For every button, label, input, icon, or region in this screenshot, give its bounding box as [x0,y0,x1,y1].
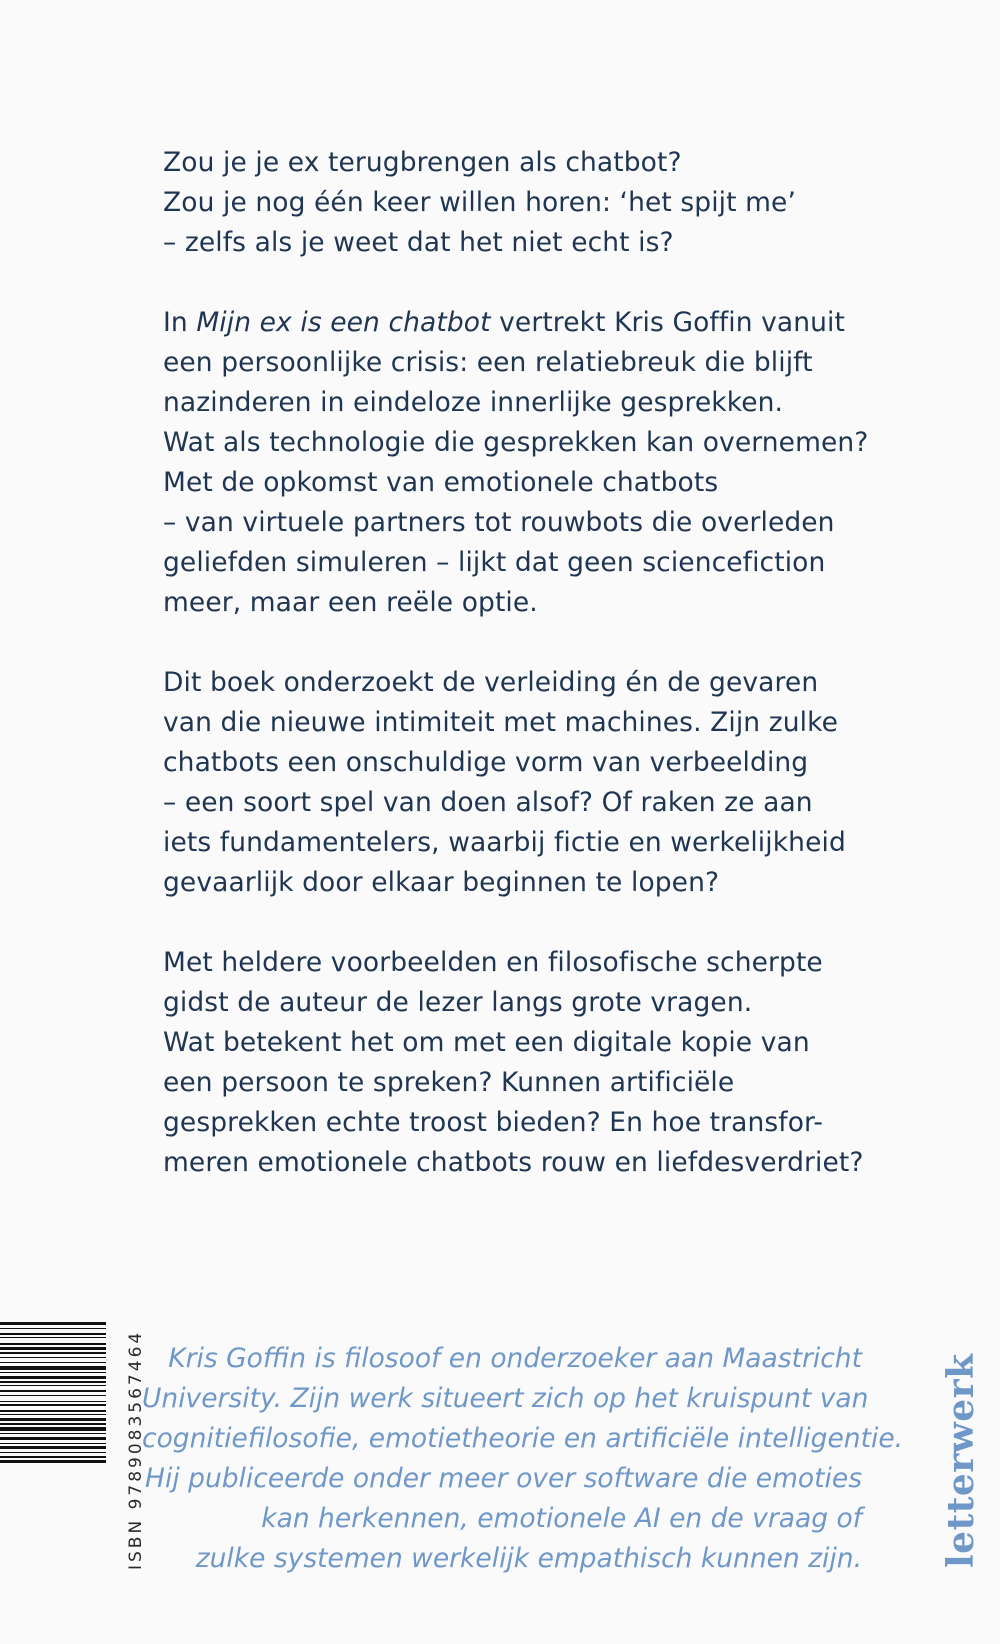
text-line: Zou je je ex terugbrengen als chatbot? [163,147,682,178]
publisher-logo: letterwerk [940,1353,982,1568]
barcode-stripe [0,1337,106,1338]
barcode-stripe [0,1328,106,1329]
barcode-stripe [0,1390,106,1392]
text-fragment: In [163,307,197,338]
text-line: Zou je nog één keer willen horen: ‘het spijt me’ [163,187,796,218]
barcode-stripe [0,1437,106,1440]
barcode-stripe [0,1410,106,1412]
barcode-stripe [0,1443,106,1444]
barcode-stripe [0,1418,106,1421]
bio-line: zulke systemen werkelijk empathisch kunnen zijn. [195,1543,862,1574]
text-line: meren emotionele chatbots rouw en liefdesverdriet? [163,1147,864,1178]
isbn-label: ISBN 9789083567464 [126,1329,146,1570]
barcode-stripe [0,1343,106,1345]
author-bio [142,1339,904,1579]
barcode-stripe [0,1456,106,1458]
text-line [163,303,883,343]
text-line: een persoon te spreken? Kunnen artificiële [163,1067,735,1098]
barcode-stripe [0,1427,106,1431]
barcode-stripe [0,1395,106,1396]
barcode-stripe [0,1460,106,1463]
barcode-stripe [0,1401,106,1402]
bio-line: kan herkennen, emotionele AI en de vraag of [261,1503,862,1534]
text-line: een persoonlijke crisis: een relatiebreuk die blijft [163,347,813,378]
exploration-paragraph [163,663,883,903]
barcode-stripe [0,1404,106,1406]
text-line: meer, maar een reële optie. [163,587,538,618]
barcode-stripe [0,1362,106,1363]
text-line: Wat betekent het om met een digitale kopie van [163,1027,810,1058]
barcode-stripe [0,1333,106,1335]
barcode [0,1318,106,1570]
text-line: gidst de auteur de lezer langs grote vragen. [163,987,753,1018]
barcode-stripe [0,1381,106,1383]
summary-paragraph [163,303,883,623]
text-line: Met heldere voorbeelden en filosofische scherpte [163,947,823,978]
text-line: gesprekken echte troost bieden? En hoe transfor- [163,1107,824,1138]
text-line: – zelfs als je weet dat het niet echt is? [163,227,674,258]
barcode-stripe [0,1366,106,1370]
text-line: – een soort spel van doen alsof? Of raken ze aan [163,787,813,818]
barcode-stripe [0,1446,106,1449]
text-line: iets fundamentelers, waarbij fictie en werkelijkheid [163,827,846,858]
text-line: – van virtuele partners tot rouwbots die overleden [163,507,835,538]
barcode-stripe [0,1376,106,1379]
barcode-stripe [0,1414,106,1415]
text-line: chatbots een onschuldige vorm van verbeelding [163,747,809,778]
text-line: Dit boek onderzoekt de verleiding én de gevaren [163,667,819,698]
barcode-stripe [0,1385,106,1386]
intro-paragraph [163,143,883,263]
text-line: nazinderen in eindeloze innerlijke gesprekken. [163,387,784,418]
barcode-stripe [0,1322,106,1325]
blurb [163,143,883,1223]
barcode-stripe [0,1347,106,1350]
barcode-stripe [0,1452,106,1453]
barcode-stripe [0,1423,106,1425]
barcode-stripe [0,1433,106,1434]
text-line: Met de opkomst van emotionele chatbots [163,467,719,498]
barcode-stripe [0,1357,106,1358]
text-line: Wat als technologie die gesprekken kan overnemen? [163,427,869,458]
barcode-stripe [0,1372,106,1373]
bio-line: Hij publiceerde onder meer over software die emoties [145,1463,862,1494]
bio-line: University. Zijn werk situeert zich op het kruispunt van [142,1383,869,1414]
bio-line: Kris Goffin is filosoof en onderzoeker aan Maastricht [168,1343,862,1374]
questions-paragraph [163,943,883,1183]
text-line: geliefden simuleren – lijkt dat geen sciencefiction [163,547,826,578]
bio-line: cognitiefilosofie, emotietheorie en artificiële intelligentie. [142,1423,904,1454]
text-fragment: vertrekt Kris Goffin vanuit [490,307,845,338]
text-line: gevaarlijk door elkaar beginnen te lopen? [163,867,720,898]
book-title: Mijn ex is een chatbot [196,307,491,338]
text-line: van die nieuwe intimiteit met machines. Zijn zulke [163,707,839,738]
barcode-stripe [0,1352,106,1354]
